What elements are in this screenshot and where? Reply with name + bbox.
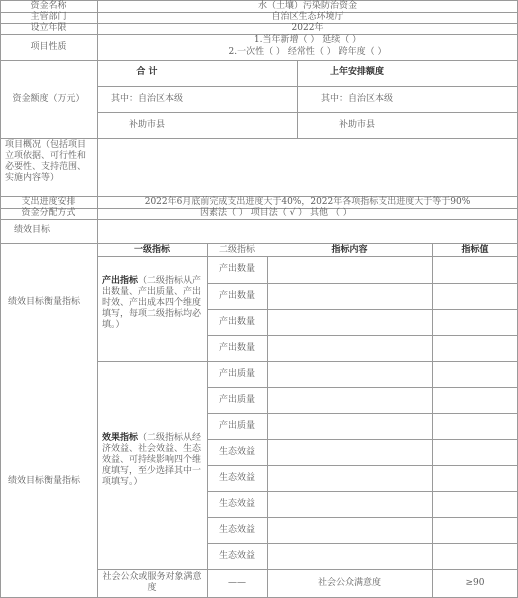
year-value: 2022年 (291, 23, 324, 33)
project-nature-line2: 2.一次性（ ） 经常性（ ） 跨年度（ ） (228, 47, 387, 57)
output-row-1: 产出数量 (218, 264, 255, 274)
output-group-title: 产出指标 (102, 276, 139, 286)
alloc-value: 因素法（ ） 项目法（ √ ） 其他 （ ） (200, 208, 352, 218)
dept-label: 主管部门 (30, 12, 67, 22)
effect-row-8: 生态效益 (218, 551, 255, 561)
output-group-cell (102, 276, 202, 331)
rule (207, 387, 518, 388)
effect-group-cell (102, 433, 202, 488)
header-level1: 一级指标 (133, 245, 170, 255)
alloc-label: 资金分配方式 (21, 208, 76, 218)
effect-row-3: 产出质量 (218, 421, 255, 431)
region-level-right: 其中：自治区本级 (320, 94, 393, 104)
rule (207, 543, 518, 544)
rule (0, 60, 518, 61)
rule (207, 517, 518, 518)
last-year-header: 上年安排额度 (329, 67, 384, 77)
rule (207, 439, 518, 440)
total-header: 合 计 (136, 67, 158, 77)
rule (97, 569, 518, 570)
effect-row-6: 生态效益 (218, 499, 255, 509)
progress-value: 2022年6月底前完成支出进度大于40%，2022年各项指标支出进度大于等于90% (144, 197, 471, 207)
effect-row-4: 生态效益 (218, 447, 255, 457)
satisfaction-value: ≥90 (465, 578, 485, 588)
rule (0, 219, 518, 220)
effect-group-title: 效果指标 (102, 433, 139, 443)
year-label: 设立年限 (30, 23, 67, 33)
region-level-left: 其中：自治区本级 (110, 94, 183, 104)
rule (432, 243, 433, 598)
output-row-2: 产出数量 (218, 291, 255, 301)
rule (97, 0, 98, 598)
effect-group-note: （二级指标从经济效益、社会效益、生态效益、可持续影响四个维度填写，至少选择其中一项填写。） (102, 433, 202, 487)
project-nature-line1: 1.当年新增（ ） 延续（ ） (253, 35, 362, 45)
satisfaction-level1: 社会公众或服务对象满意度 (102, 572, 202, 593)
rule (97, 112, 518, 113)
rule (207, 283, 518, 284)
indicators-label-2: 绩效目标衡量指标 (8, 476, 81, 486)
rule (207, 413, 518, 414)
county-left: 补助市县 (128, 120, 165, 130)
rule (0, 138, 518, 139)
header-value: 指标值 (461, 245, 489, 255)
output-group-note: （二级指标从产出数量、产出质量、产出时效、产出成本四个维度填写，每项二级指标均必填。） (102, 276, 202, 330)
rule (97, 86, 518, 87)
rule (207, 309, 518, 310)
goal-label: 绩效目标 (14, 225, 51, 235)
fund-name-value: 水（土壤）污染防治资金 (257, 1, 357, 11)
effect-row-1: 产出质量 (218, 369, 255, 379)
satisfaction-level2: —— (228, 578, 246, 588)
progress-label: 支出进度安排 (21, 197, 76, 207)
rule (267, 256, 268, 598)
effect-row-7: 生态效益 (218, 525, 255, 535)
rule (97, 256, 518, 257)
county-right: 补助市县 (338, 120, 375, 130)
project-nature-label: 项目性质 (30, 42, 67, 52)
fund-name-label: 资金名称 (30, 1, 67, 11)
output-row-3: 产出数量 (218, 317, 255, 327)
rule (207, 335, 518, 336)
satisfaction-content: 社会公众满意度 (317, 578, 381, 588)
header-content: 指标内容 (331, 245, 368, 255)
effect-row-5: 生态效益 (218, 473, 255, 483)
effect-row-2: 产出质量 (218, 395, 255, 405)
fund-amount-label: 资金额度（万元） (12, 94, 85, 104)
indicators-label-1: 绩效目标衡量指标 (8, 297, 81, 307)
rule (207, 491, 518, 492)
header-level2: 二级指标 (218, 245, 255, 255)
overview-label: 项目概况（包括项目立项依据、可行性和必要性、支持范围、实施内容等） (5, 140, 87, 183)
output-row-4: 产出数量 (218, 343, 255, 353)
rule (0, 0, 1, 598)
rule (97, 361, 518, 362)
rule (207, 465, 518, 466)
dept-value: 自治区生态环境厅 (271, 12, 344, 22)
rule (0, 243, 518, 244)
